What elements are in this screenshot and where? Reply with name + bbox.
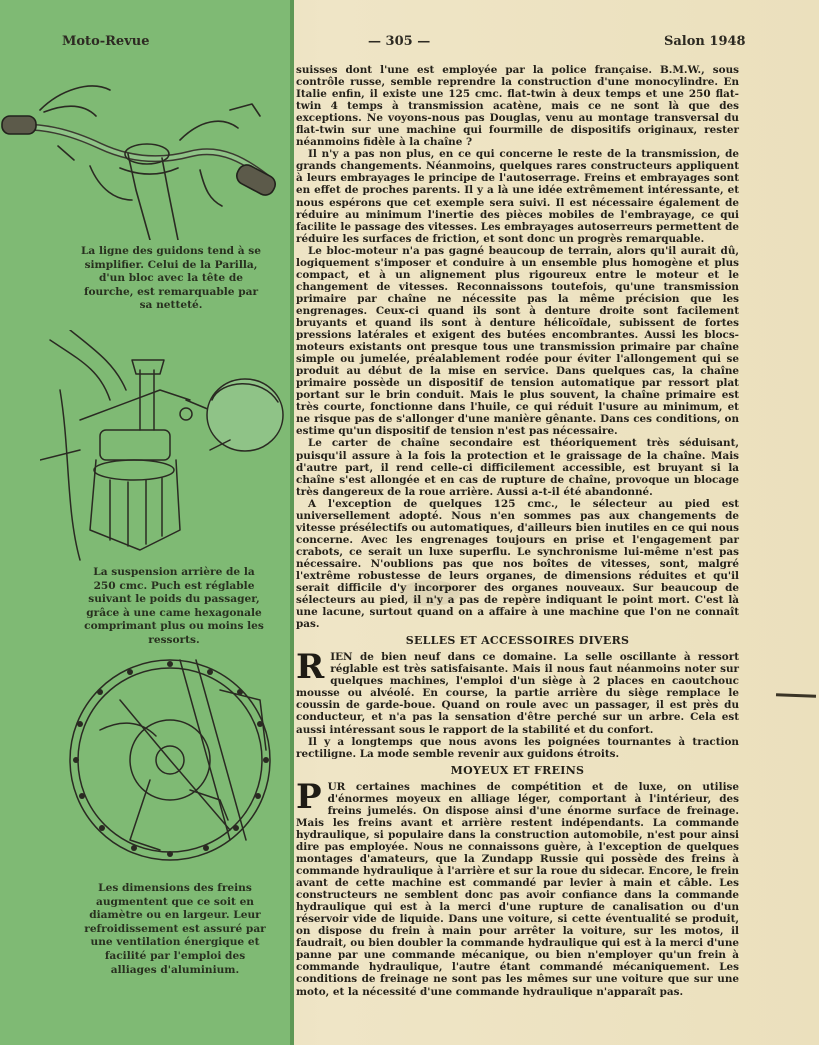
- paragraph: Il n'y a pas non plus, en ce qui concerne le reste de la transmission, de grands changements. Néanmoins, quelques rares constructeurs appliquent à leurs embrayages le principe de l'autoserrage. Freins et embrayages sont en effet de proches parents. Il y a là une idée extrêmement intéressante, et nous espérons que cet exemple sera suivi. Il est nécessaire également de réduire au minimum l'inertie des pièces mobiles de l'embrayage, ce qui facilite le passage des vitesses. Les embrayages autoserreurs permettent de réduire les surfaces de friction, et sont donc un progrès remarquable.: [296, 148, 739, 245]
- paragraph: Le carter de chaîne secondaire est théoriquement très séduisant, puisqu'il assure à la fois la protection et le graissage de la chaîne. Mais d'autre part, il rend celle-ci difficilement accessible, est bruyant si la chaîne s'est allongée et en cas de rupture de chaîne, provoque un blocage très dangereux de la roue arrière. Aussi a-t-il été abandonné.: [296, 437, 739, 498]
- brakes-caption: Les dimensions des freins augmentent que ce soit en diamètre ou en largeur. Leur refroidissement est assuré par une ventilation énergique et facilité par l'emploi des alliages d'aluminium.: [84, 882, 266, 976]
- page-number: — 305 —: [368, 34, 431, 49]
- margin-mark: [776, 693, 816, 697]
- rear-suspension-illustration: [40, 330, 290, 565]
- drop-cap: P: [296, 776, 322, 817]
- section-heading-accessories: SELLES ET ACCESSOIRES DIVERS: [405, 634, 630, 648]
- handlebar-caption: La ligne des guidons tend à se simplifier. Celui de la Parilla, d'un bloc avec la tête de fourche, est remarquable par sa netteté.: [80, 245, 262, 312]
- paragraph-with-dropcap: [296, 776, 739, 998]
- brake-hub-illustration: [60, 640, 290, 870]
- drop-cap: R: [296, 647, 325, 688]
- section-heading-brakes: MOYEUX ET FREINS: [450, 763, 585, 777]
- paragraph: A l'exception de quelques 125 cmc., le sélecteur au pied est universellement adopté. Nous n'en sommes pas aux changements de vitesse présélectifs ou automatiques, d'ailleurs bien inutiles en ce qui nous concerne. Avec les engrenages toujours en prise et l'engagement par crabots, ce serait un luxe superflu. Le synchronisme lui-même n'est pas nécessaire. N'oublions pas que nos boîtes de vitesses, sont, malgré l'extrême robustesse de leurs organes, de dimensions réduites et qu'il serait difficile d'y incorporer des organes nouveaux. Sur beaucoup de sélecteurs au pied, il n'y a pas de repère indiquant le point mort. C'est là une lacune, surtout quand on a affaire à une machine que l'on ne connaît pas.: [296, 497, 739, 631]
- article-body: [296, 64, 739, 998]
- paragraph: Il y a longtemps que nous avons les poignées tournantes à traction rectiligne. La mode semble revenir aux guidons étroits.: [296, 735, 739, 760]
- suspension-caption: La suspension arrière de la 250 cmc. Puch est réglable suivant le poids du passager, grâce à une came hexagonale comprimant plus ou moins les ressorts.: [84, 566, 264, 646]
- issue-title: Salon 1948: [664, 34, 746, 49]
- paragraph: suisses dont l'une est employée par la police française. B.M.W., sous contrôle russe, semble reprendre la construction d'une monocylindre. En Italie enfin, il existe une 125 cmc. flat-twin à deux temps et une 250 flat-twin 4 temps à transmission acatène, mais ce ne sont là que des exceptions. Ne voyons-nous pas Douglas, venu au montage transversal du flat-twin sur une machine qui fourmille de dispositifs originaux, rester néanmoins fidèle à la chaîne ?: [296, 64, 739, 149]
- paragraph-text: IEN de bien neuf dans ce domaine. La selle oscillante à ressort réglable est très satisfaisante. Mais il nous faut néanmoins noter sur quelques machines, l'emploi d'un siège à 2 places en caoutchouc mousse ou alvéolé. En course, la partie arrière du siège remplace le coussin de garde-boue. Quand on roule avec un passager, il est près du conducteur, et n'a pas la sensation d'être perché sur un arbre. Cela est aussi intéressant sous le rapport de la stabilité et du confort.: [296, 651, 739, 736]
- magazine-title: Moto-Revue: [62, 34, 150, 49]
- paragraph-with-dropcap: [296, 647, 739, 736]
- paragraph: Le bloc-moteur n'a pas gagné beaucoup de terrain, alors qu'il aurait dû, logiquement s'imposer et conduire à un ensemble plus homogène et plus compact, et à un alignement plus rigoureux entre le moteur et le changement de vitesses. Reconnaissons toutefois, qu'une transmission primaire par chaîne ne nécessite pas la même précision que les engrenages. Ceux-ci quand ils sont à denture droite sont facilement bruyants et quand ils sont à denture hélicoïdale, subissent de fortes pressions latérales et exigent des butées encombrantes. Aussi les blocs-moteurs existants ont presque tous une transmission primaire par chaîne simple ou jumelée, préalablement rodée pour éviter l'allongement qui se produit au début de la mise en service. Dans quelques cas, la chaîne primaire possède un dispositif de tension automatique par ressort plat portant sur le brin conduit. Mais le plus souvent, la chaîne primaire est très courte, fonctionne dans l'huile, ce qui réduit l'usure au minimum, et ne risque pas de s'allonger d'une manière gênante. Dans ces conditions, on estime qu'un dispositif de tension n'est pas nécessaire.: [296, 244, 739, 438]
- handlebar-illustration: [0, 50, 292, 240]
- paragraph-text: UR certaines machines de compétition et de luxe, on utilise d'énormes moyeux en alliage léger, comportant à l'intérieur, des freins jumelés. On dispose ainsi d'une énorme surface de freinage. Mais les freins avant et arrière restent indépendants. La commande hydraulique, si populaire dans la construction automobile, n'est pour ainsi dire pas employée. Nous ne connaissons guère, à l'exception de quelques montages d'amateurs, que la Zundapp Russie qui possède des freins à commande hydraulique à l'arrière et sur la roue du sidecar. Encore, le frein avant de cette machine est commandé par levier à main et câble. Les constructeurs ne semblent donc pas avoir confiance dans la commande hydraulique qui est à la merci d'une rupture de canalisation ou d'un réservoir vide de liquide. Dans une voiture, si cette éventualité se produit, on dispose du frein à main pour arrêter la voiture, sur les motos, il faudrait, ou bien doubler la commande hydraulique qui est à la merci d'une panne par une commande mécanique, ou bien n'employer qu'un frein à commande hydraulique, l'autre étant commandé mécaniquement. Les conditions de freinage ne sont pas les mêmes sur une voiture que sur une moto, et la nécessité d'une commande hydraulique n'apparaît pas.: [296, 780, 739, 998]
